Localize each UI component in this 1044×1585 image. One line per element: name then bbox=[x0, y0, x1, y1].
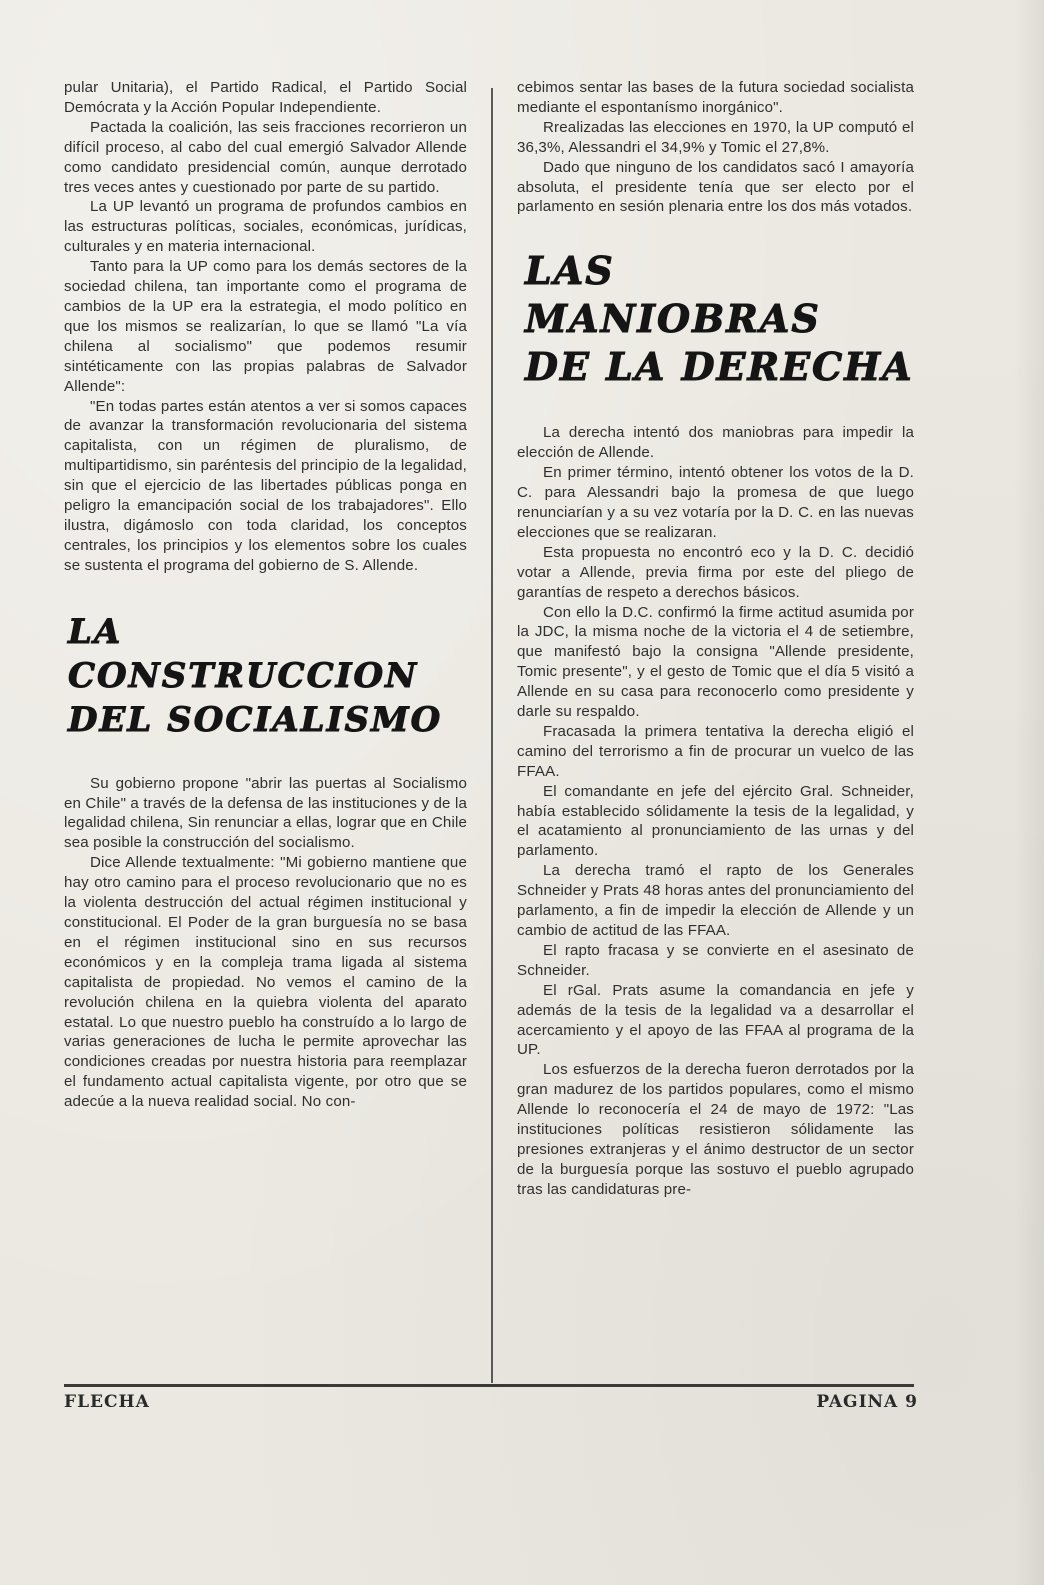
left-column bbox=[64, 78, 467, 1112]
paragraph: Los esfuerzos de la derecha fueron derrotados por la gran madurez de los partidos populares, como el mismo Allende lo reconocería el 24 de mayo de 1972: "Las instituciones políticas resistieron sólidamente las presiones extranjeras y el ánimo destructor de un sector de la burguesía porque las sostuvo el pueblo agrupado tras las candidaturas pre- bbox=[517, 1061, 914, 1198]
paragraph: Con ello la D.C. confirmó la firme actitud asumida por la JDC, la misma noche de la victoria el 4 de setiembre, que manifestó bajo la consigna "Allende presidente, Tomic presente", y el gesto de Tomic que el día 5 visitó a Allende en su casa para reconocerlo como presidente y darle su respaldo. bbox=[517, 603, 914, 721]
section-heading-construccion bbox=[68, 610, 467, 742]
paragraph: Pactada la coalición, las seis fracciones recorrieron un difícil proceso, al cabo del cual emergió Salvador Allende como candidato presidencial común, aunque derrotado tres veces antes y cuestionado por parte de su partido. bbox=[64, 118, 467, 196]
page-edge-shadow bbox=[1014, 0, 1044, 1585]
paragraph: Su gobierno propone "abrir las puertas al Socialismo en Chile" a través de la defensa de las instituciones y de la legalidad chilena, Sin renunciar a ellas, lograr que en Chile sea posible la construcción del socialismo. bbox=[64, 774, 467, 852]
footer-rule bbox=[64, 1384, 914, 1387]
paragraph: La derecha intentó dos maniobras para impedir la elección de Allende. bbox=[517, 424, 914, 462]
paragraph: Esta propuesta no encontró eco y la D. C. decidió votar a Allende, previa firma por este del pliego de garantías de respeto a derechos básicos. bbox=[517, 543, 914, 601]
paragraph: El comandante en jefe del ejército Gral. Schneider, había establecido sólidamente la tesis de la legalidad, y el acatamiento al pronunciamiento de las urnas y del parlamento. bbox=[517, 782, 914, 860]
paragraph: La UP levantó un programa de profundos cambios en las estructuras políticas, sociales, económicas, jurídicas, culturales y en materia internacional. bbox=[64, 198, 467, 256]
heading-line: DEL SOCIALISMO bbox=[68, 699, 443, 740]
quote-paragraph: "En todas partes están atentos a ver si somos capaces de avanzar la transformación revolucionaria del sistema capitalista, con un régimen de pluralismo, de multipartidismo, sin paréntesis del principio de la legalidad, sin que el ejercicio de las libertades públicas ponga en peligro la emancipación social de los trabajadores". Ello ilustra, digámoslo con toda claridad, los conceptos centrales, los principios y los elementos sobre los cuales se sustenta el programa del gobierno de S. Allende. bbox=[64, 397, 467, 574]
heading-line: LAS MANIOBRAS bbox=[525, 248, 821, 342]
paragraph: En primer término, intentó obtener los votos de la D. C. para Alessandri bajo la promesa de que luego renunciarían y a su vez votaría por la D. C. en las nuevas elecciones que se realizaran. bbox=[517, 464, 914, 541]
paragraph: Fracasada la primera tentativa la derecha eligió el camino del terrorismo a fin de procurar un vuelco de las FFAA. bbox=[517, 722, 914, 780]
right-column bbox=[517, 78, 914, 1200]
heading-line: CONSTRUCCION bbox=[68, 655, 419, 696]
paragraph: Rrealizadas las elecciones en 1970, la UP computó el 36,3%, Alessandri el 34,9% y Tomic el 27,8%. bbox=[517, 118, 914, 156]
paragraph: Tanto para la UP como para los demás sectores de la sociedad chilena, tan importante como el programa de cambios de la UP era la estrategia, el modo político en que los mismos se realizarían, lo que se llamó "La vía chilena al socialismo" que podemos resumir sintéticamente con las propias palabras de Salvador Allende": bbox=[64, 258, 467, 395]
paragraph: El rapto fracasa y se convierte en el asesinato de Schneider. bbox=[517, 941, 914, 979]
publication-name: FLECHA bbox=[64, 1392, 150, 1412]
paragraph: cebimos sentar las bases de la futura sociedad socialista mediante el espontanísmo inorgánico". bbox=[517, 79, 914, 116]
paragraph: pular Unitaria), el Partido Radical, el Partido Social Demócrata y la Acción Popular Independiente. bbox=[64, 79, 467, 116]
heading-line: LA bbox=[68, 611, 123, 652]
paragraph: El rGal. Prats asume la comandancia en jefe y además de la tesis de la legalidad va a desarrollar el acercamiento y el apoyo de las FFAA al programa de la UP. bbox=[517, 981, 914, 1059]
paragraph: La derecha tramó el rapto de los Generales Schneider y Prats 48 horas antes del pronunciamiento del parlamento, a fin de impedir la elección de Allende y un cambio de actitud de las FFAA. bbox=[517, 862, 914, 939]
paragraph: Dice Allende textualmente: "Mi gobierno mantiene que hay otro camino para el proceso revolucionario que no es la violenta destrucción del actual régimen institucional y constitucional. El Poder de la gran burguesía no se basa en el régimen institucional sino en sus recursos económicos y en la compleja trama ligada al sistema capitalista de propiedad. No vemos el camino de la revolución chilena en la quiebra violenta del aparato estatal. Lo que nuestro pueblo ha construído a lo largo de varias generaciones de lucha le permite aprovechar las condiciones creadas por nuestra historia para reemplazar el fundamento actual capitalista vigente, por otro que se adecúe a la nueva realidad social. No con- bbox=[64, 854, 467, 1111]
heading-line: DE LA DERECHA bbox=[525, 344, 914, 390]
section-heading-maniobras bbox=[525, 247, 914, 391]
page-number: PAGINA 9 bbox=[816, 1392, 918, 1412]
paragraph: Dado que ninguno de los candidatos sacó I amayoría absoluta, el presidente tenía que ser electo por el parlamento en sesión plenaria entre los dos más votados. bbox=[517, 158, 914, 216]
column-divider bbox=[491, 88, 493, 1383]
